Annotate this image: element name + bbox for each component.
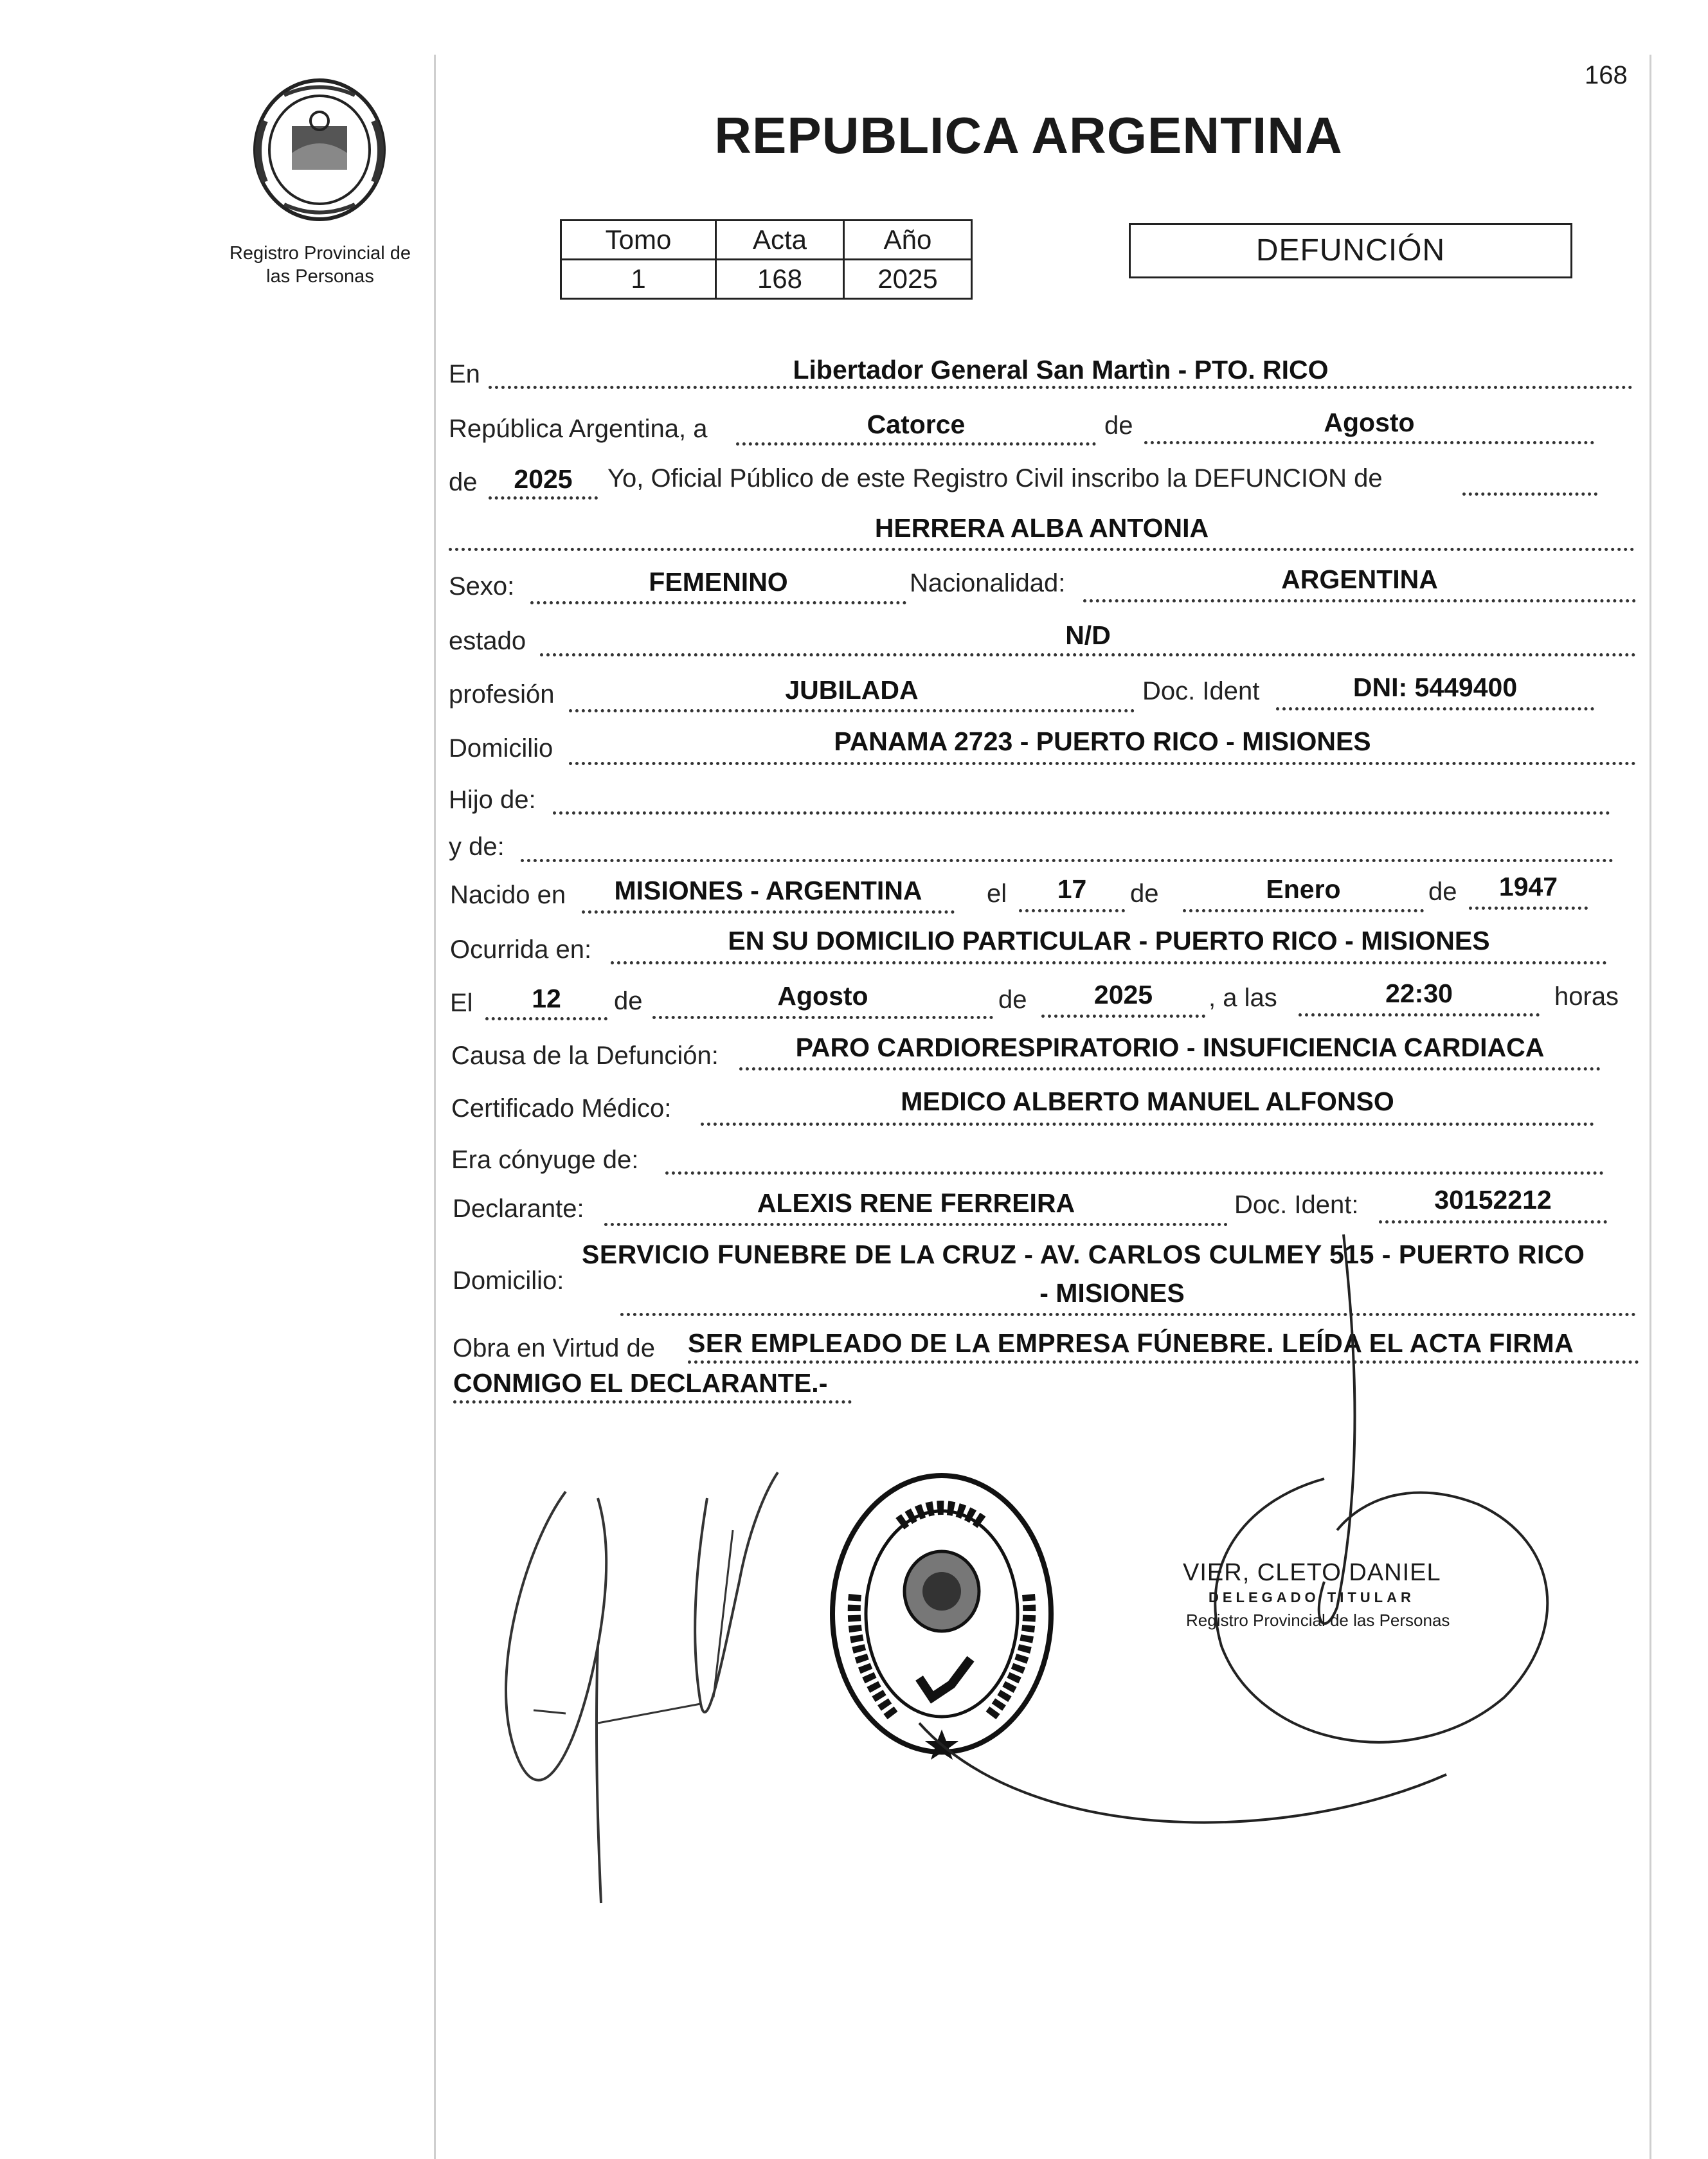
- label-estado: estado: [449, 627, 526, 655]
- label-de-1: de: [1104, 411, 1133, 440]
- declarante-doc-value: 30152212: [1434, 1185, 1552, 1215]
- label-el-lower: el: [987, 880, 1007, 908]
- tomo-header: Tomo: [561, 221, 716, 260]
- acta-header: Acta: [716, 221, 844, 260]
- nacido-en-value: MISIONES - ARGENTINA: [614, 876, 922, 905]
- declarante-dom-line-1: SERVICIO FUNEBRE DE LA CRUZ - AV. CARLOS CULMEY 515 - PUERTO RICO: [582, 1240, 1585, 1269]
- nac-anio-value: 1947: [1498, 872, 1558, 901]
- label-yo-oficial: Yo, Oficial Público de este Registro Civil inscribo la DEFUNCION de: [607, 464, 1383, 492]
- profesion-value: JUBILADA: [785, 675, 919, 705]
- nac-dia-value: 17: [1057, 874, 1087, 904]
- label-en: En: [449, 360, 480, 388]
- label-declarante-doc: Doc. Ident:: [1234, 1191, 1359, 1219]
- estado-value: N/D: [1065, 620, 1111, 650]
- anio-header: Año: [844, 221, 972, 260]
- def-dia-value: 12: [532, 984, 561, 1013]
- label-ocurrida-en: Ocurrida en:: [450, 935, 592, 964]
- label-obra: Obra en Virtud de: [453, 1334, 656, 1362]
- label-nacionalidad: Nacionalidad:: [910, 569, 1066, 597]
- declarante-value: ALEXIS RENE FERREIRA: [757, 1188, 1075, 1218]
- label-republica: República Argentina, a: [449, 415, 708, 443]
- label-de-4: de: [1428, 878, 1457, 906]
- label-declarante-domicilio: Domicilio:: [453, 1267, 564, 1295]
- nac-mes-value: Enero: [1266, 874, 1341, 904]
- page-number: 168: [1585, 61, 1628, 89]
- mes-value: Agosto: [1324, 408, 1415, 437]
- official-name: VIER, CLETO DANIEL: [1183, 1559, 1441, 1586]
- nombre-value: HERRERA ALBA ANTONIA: [874, 513, 1209, 543]
- record-type: DEFUNCIÓN: [1255, 233, 1446, 267]
- label-y-de: y de:: [449, 833, 505, 861]
- nacionalidad-value: ARGENTINA: [1281, 565, 1438, 594]
- label-de-2: de: [449, 468, 478, 496]
- tomo-value: 1: [561, 260, 716, 299]
- label-conyuge: Era cónyuge de:: [451, 1146, 639, 1174]
- anio-value-text: 2025: [514, 464, 573, 494]
- label-el: El: [450, 989, 473, 1017]
- official-title: DELEGADO TITULAR: [1209, 1589, 1415, 1605]
- label-de-3: de: [1130, 880, 1159, 908]
- label-declarante: Declarante:: [453, 1195, 584, 1223]
- label-de-5: de: [614, 987, 643, 1015]
- declarante-dom-line-2: - MISIONES: [1039, 1278, 1185, 1308]
- document-title: REPUBLICA ARGENTINA: [714, 107, 1343, 164]
- label-doc-ident: Doc. Ident: [1142, 677, 1260, 705]
- doc-ident-value: DNI: 5449400: [1353, 673, 1518, 702]
- certificado-value: MEDICO ALBERTO MANUEL ALFONSO: [901, 1087, 1394, 1116]
- acta-value: 168: [716, 260, 844, 299]
- label-sexo: Sexo:: [449, 572, 515, 601]
- label-domicilio: Domicilio: [449, 734, 553, 763]
- domicilio-value: PANAMA 2723 - PUERTO RICO - MISIONES: [834, 727, 1371, 756]
- label-a-las: , a las: [1209, 984, 1277, 1012]
- label-causa: Causa de la Defunción:: [451, 1042, 719, 1070]
- label-hijo-de: Hijo de:: [449, 786, 536, 814]
- anio-value: 2025: [844, 260, 972, 299]
- label-certificado: Certificado Médico:: [451, 1094, 672, 1123]
- ocurrida-en-value: EN SU DOMICILIO PARTICULAR - PUERTO RICO - MISIONES: [728, 926, 1490, 955]
- registry-name: Registro Provincial de las Personas: [229, 243, 411, 287]
- lugar-value: Libertador General San Martìn - PTO. RICO: [793, 355, 1329, 384]
- def-anio-value: 2025: [1093, 980, 1153, 1009]
- sexo-value: FEMENINO: [649, 567, 788, 597]
- label-profesion: profesión: [449, 680, 555, 709]
- label-horas: horas: [1554, 982, 1619, 1011]
- dia-value: Catorce: [867, 410, 966, 439]
- obra-line-2: CONMIGO EL DECLARANTE.-: [453, 1368, 828, 1398]
- official-org: Registro Provincial de las Personas: [1186, 1611, 1450, 1630]
- def-mes-value: Agosto: [777, 981, 868, 1011]
- hora-value: 22:30: [1385, 979, 1453, 1008]
- label-de-6: de: [998, 986, 1027, 1014]
- causa-value: PARO CARDIORESPIRATORIO - INSUFICIENCIA CARDIACA: [795, 1033, 1545, 1062]
- label-nacido-en: Nacido en: [450, 881, 566, 909]
- obra-line-1: SER EMPLEADO DE LA EMPRESA FÚNEBRE. LEÍDA EL ACTA FIRMA: [688, 1328, 1574, 1358]
